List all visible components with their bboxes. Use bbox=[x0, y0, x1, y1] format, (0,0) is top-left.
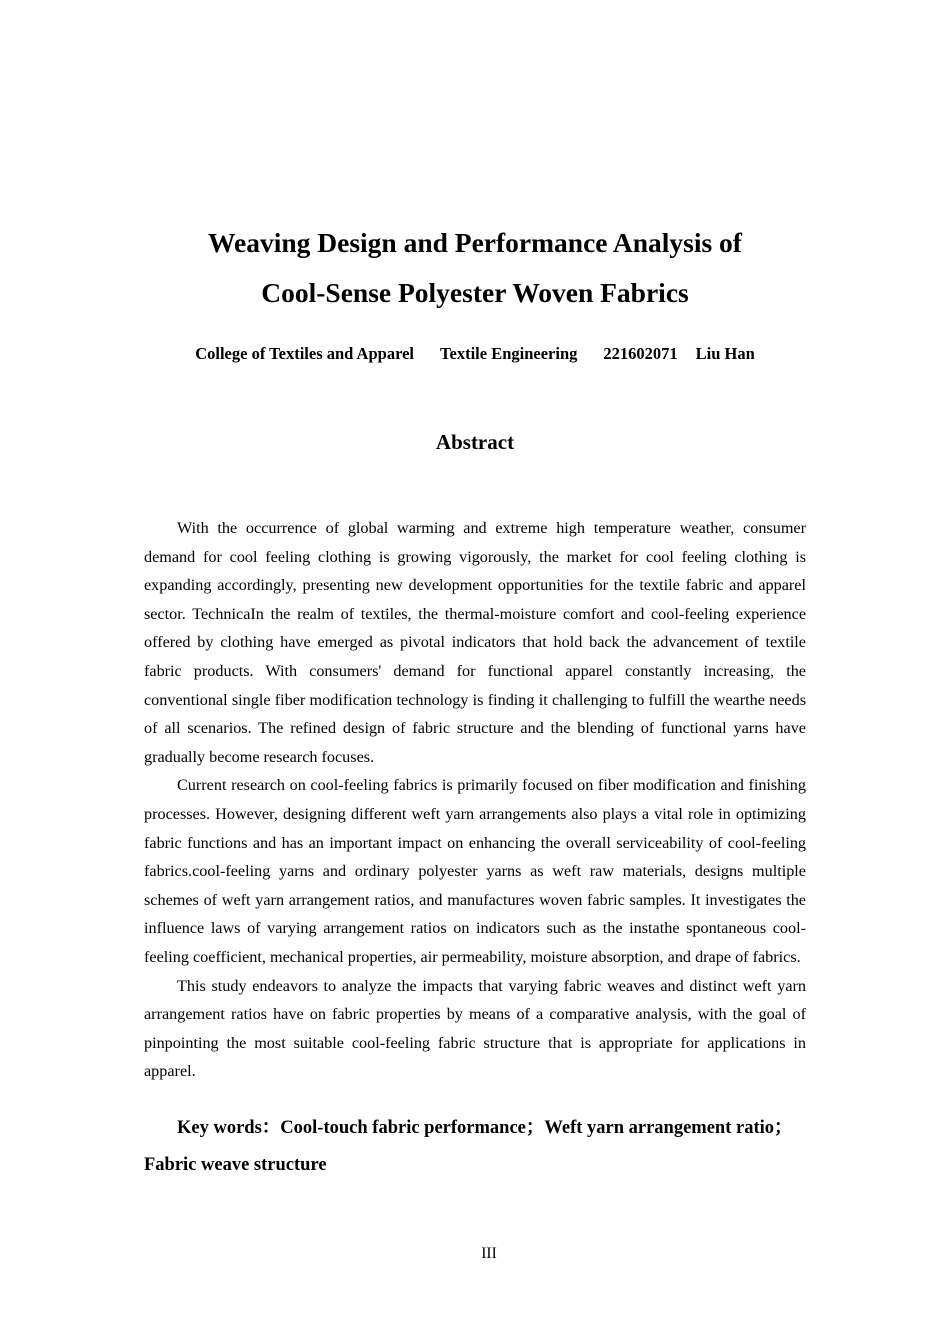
college-name: College of Textiles and Apparel bbox=[195, 344, 415, 363]
abstract-paragraph-2: Current research on cool-feeling fabrics is primarily focused on fiber modification and finishing processes. However, designing different weft yarn arrangements also plays a vital role in optimizing fabric functions and has an important impact on enhancing the overall serviceability of cool-feeling fabrics.cool-feeling yarns and ordinary polyester yarns as weft raw materials, designs multiple schemes of weft yarn arrangement ratios, and manufactures woven fabric samples. It investigates the influence laws of varying arrangement ratios on indicators such as the instathe spontaneous cool-feeling coefficient, mechanical properties, air permeability, moisture absorption, and drape of fabrics. bbox=[144, 776, 806, 966]
title-line-2: Cool-Sense Polyester Woven Fabrics bbox=[261, 277, 689, 308]
abstract-body bbox=[144, 514, 806, 1086]
page-number: III bbox=[481, 1245, 497, 1262]
abstract-paragraph-1: With the occurrence of global warming and extreme high temperature weather, consumer demand for cool feeling clothing is growing vigorously, the market for cool feeling clothing is expanding accordingly, presenting new development opportunities for the textile fabric and apparel sector. TechnicaIn the realm of textiles, the thermal-moisture comfort and cool-feeling experience offered by clothing have emerged as pivotal indicators that hold back the advancement of textile fabric products. With consumers' demand for functional apparel constantly increasing, the conventional single fiber modification technology is finding it challenging to fulfill the wearthe needs of all scenarios. The refined design of fabric structure and the blending of functional yarns have gradually become research focuses. bbox=[144, 519, 806, 766]
author-name: Liu Han bbox=[695, 344, 755, 363]
abstract-paragraph-3: This study endeavors to analyze the impacts that varying fabric weaves and distinct weft yarn arrangement ratios have on fabric properties by means of a comparative analysis, with the goal of pinpointing the most suitable cool-feeling fabric structure that is appropriate for applications in apparel. bbox=[144, 976, 806, 1081]
major-name: Textile Engineering bbox=[440, 344, 578, 363]
student-id: 221602071 bbox=[603, 344, 678, 363]
keywords-label: Key words： bbox=[177, 1118, 281, 1138]
keywords-list: Cool-touch fabric performance；Weft yarn arrangement ratio；Fabric weave structure bbox=[144, 1118, 793, 1175]
author-byline bbox=[0, 343, 950, 365]
abstract-heading: Abstract bbox=[435, 430, 515, 454]
title-line-1: Weaving Design and Performance Analysis of bbox=[208, 227, 742, 258]
keywords-section bbox=[144, 1110, 806, 1184]
document-title bbox=[0, 218, 950, 318]
